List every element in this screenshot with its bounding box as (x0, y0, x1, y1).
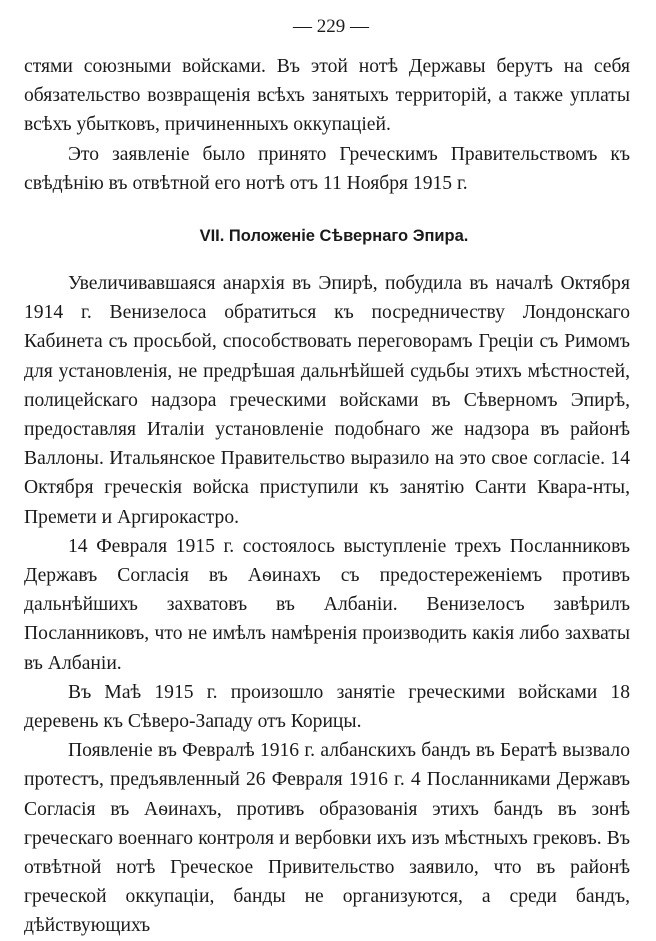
paragraph-2: 14 Февраля 1915 г. состоялось выступленіе трехъ Посланниковъ Державъ Согласія въ Аѳинахъ съ предостереженіемъ противъ дальнѣйшихъ захватовъ въ Албаніи. Венизелосъ завѣрилъ Посланниковъ, что не имѣлъ намѣренія производить какія либо захваты въ Албаніи. (24, 535, 630, 674)
paragraph-3: Въ Маѣ 1915 г. произошло занятіе греческими войсками 18 деревень къ Сѣверо-Западу отъ Корицы. (24, 681, 630, 733)
intro-paragraph-2: Это заявленіе было принято Греческимъ Правительствомъ къ свѣдѣнію въ отвѣтной его нотѣ отъ 11 Ноября 1915 г. (24, 143, 630, 194)
page-number: — 229 — (293, 16, 369, 37)
paragraph-1: Увеличивавшаяся анархія въ Эпирѣ, побудила въ началѣ Октября 1914 г. Венизелоса обратиться къ посредничеству Лондонскаго Кабинета съ просьбой, способствовать переговорамъ Греціи съ Римомъ для установленія, не предрѣшая дальнѣйшей судьбы этихъ мѣстностей, полицейскаго надзора греческими войсками въ Сѣверномъ Эпирѣ, предоставляя Италіи установленіе подобнаго же надзора въ районѣ Валлоны. Итальянское Правительство выразило на это свое согласіе. 14 Октября греческія войска приступили къ занятію Санти Квара-нты, Премети и Аргирокастро. (24, 273, 630, 528)
paragraph-4: Появленіе въ Февралѣ 1916 г. албанскихъ бандъ въ Бератѣ вызвало протестъ, предъявленный 26 Февраля 1916 г. 4 Посланниками Державъ Согласія въ Аѳинахъ, противъ образованія этихъ бандъ въ зонѣ греческаго военнаго контроля и вербовки ихъ изъ мѣстныхъ грековъ. Въ отвѣтной нотѣ Греческое Привительство заявило, что въ районѣ греческой оккупаціи, банды не организуются, а среди бандъ, дѣйствующихъ (24, 740, 630, 937)
intro-paragraph-1: стями союзными войсками. Въ этой нотѣ Державы берутъ на себя обязательство возвращенія всѣхъ занятыхъ территорій, а также уплаты всѣхъ убытковъ, причиненныхъ оккупаціей. (24, 56, 630, 136)
section-title: VII. Положеніе Сѣвернаго Эпира. (199, 227, 469, 246)
document-page (24, 14, 630, 941)
